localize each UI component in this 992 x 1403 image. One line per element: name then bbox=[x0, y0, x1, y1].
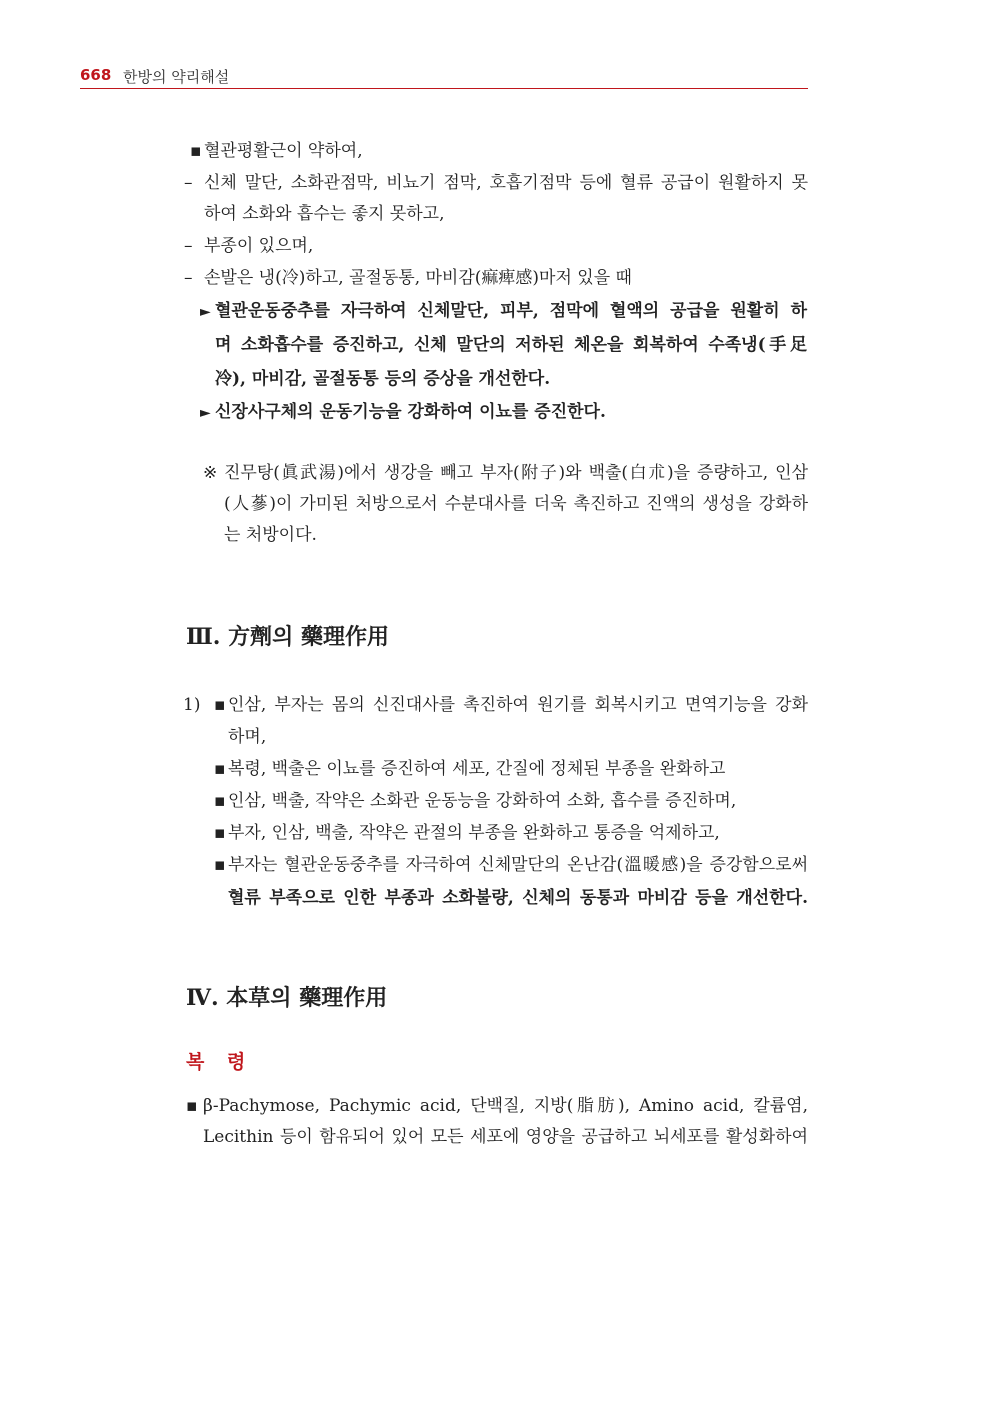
section-3-line-7: 혈류 부족으로 인한 부종과 소화불량, 신체의 동통과 마비감 등을 개선한다. bbox=[228, 888, 808, 908]
list-number: 1) bbox=[183, 695, 201, 715]
section-3-line-2: 하며, bbox=[228, 727, 267, 747]
bullet-mark: ▪ bbox=[214, 791, 226, 811]
bullet-mark: ▪ bbox=[214, 695, 226, 715]
block1-line-6: 혈관운동중추를 자극하여 신체말단, 피부, 점막에 혈액의 공급을 원활히 하 bbox=[215, 301, 807, 321]
block1-line-7: 며 소화흡수를 증진하고, 신체 말단의 저하된 체온을 회복하여 수족냉(手足 bbox=[215, 335, 807, 355]
page-header bbox=[80, 66, 808, 89]
section-4-line-1: β-Pachymose, Pachymic acid, 단백질, 지방(脂肪), Amino acid, 칼륨염, bbox=[203, 1096, 808, 1116]
arrow-mark: ► bbox=[200, 304, 211, 320]
block1-line-2: 신체 말단, 소화관점막, 비뇨기 점막, 호흡기점막 등에 혈류 공급이 원활하지 못 bbox=[204, 173, 808, 193]
block1-line-5: 손발은 냉(冷)하고, 골절동통, 마비감(痲痺感)마저 있을 때 bbox=[204, 268, 632, 288]
herb-subheading: 복 령 bbox=[186, 1051, 254, 1073]
section-4-heading: Ⅳ. 本草의 藥理作用 bbox=[186, 985, 388, 1011]
block1-line-8: 冷), 마비감, 골절동통 등의 증상을 개선한다. bbox=[215, 369, 551, 389]
note-line-1: 진무탕(眞武湯)에서 생강을 빼고 부자(附子)와 백출(白朮)을 증량하고, 인삼 bbox=[224, 463, 808, 483]
page-number: 668 bbox=[80, 66, 112, 84]
section-3-line-1: 인삼, 부자는 몸의 신진대사를 촉진하여 원기를 회복시키고 면역기능을 강화 bbox=[228, 695, 808, 715]
section-3-heading: Ⅲ. 方劑의 藥理作用 bbox=[186, 624, 390, 650]
book-title: 한방의 약리해설 bbox=[123, 68, 230, 86]
dash-mark: – bbox=[184, 236, 193, 256]
note-mark: ※ bbox=[203, 463, 218, 483]
section-3-line-6: 부자는 혈관운동중추를 자극하여 신체말단의 온난감(溫暖感)을 증강함으로써 bbox=[228, 855, 808, 875]
section-3-line-5: 부자, 인삼, 백출, 작약은 관절의 부종을 완화하고 통증을 억제하고, bbox=[228, 823, 720, 843]
arrow-mark: ► bbox=[200, 405, 211, 421]
bullet-mark: ▪ bbox=[214, 759, 226, 779]
dash-mark: – bbox=[184, 268, 193, 288]
section-3-line-3: 복령, 백출은 이뇨를 증진하여 세포, 간질에 정체된 부종을 완화하고 bbox=[228, 759, 726, 779]
note-line-2: (人蔘)이 가미된 처방으로서 수분대사를 더욱 촉진하고 진액의 생성을 강화하 bbox=[224, 494, 808, 514]
block1-line-3: 하여 소화와 흡수는 좋지 못하고, bbox=[204, 204, 445, 224]
block1-line-1: 혈관평활근이 약하여, bbox=[204, 141, 363, 161]
bullet-mark: ▪ bbox=[214, 855, 226, 875]
note-line-3: 는 처방이다. bbox=[224, 525, 317, 545]
bullet-mark: ▪ bbox=[190, 141, 202, 161]
block1-line-4: 부종이 있으며, bbox=[204, 236, 314, 256]
section-3-line-4: 인삼, 백출, 작약은 소화관 운동능을 강화하여 소화, 흡수를 증진하며, bbox=[228, 791, 737, 811]
section-4-line-2: Lecithin 등이 함유되어 있어 모든 세포에 영양을 공급하고 뇌세포를 활성화하여 bbox=[203, 1127, 808, 1147]
bullet-mark: ▪ bbox=[186, 1096, 198, 1116]
bullet-mark: ▪ bbox=[214, 823, 226, 843]
dash-mark: – bbox=[184, 173, 193, 193]
block1-line-9: 신장사구체의 운동기능을 강화하여 이뇨를 증진한다. bbox=[215, 402, 606, 422]
